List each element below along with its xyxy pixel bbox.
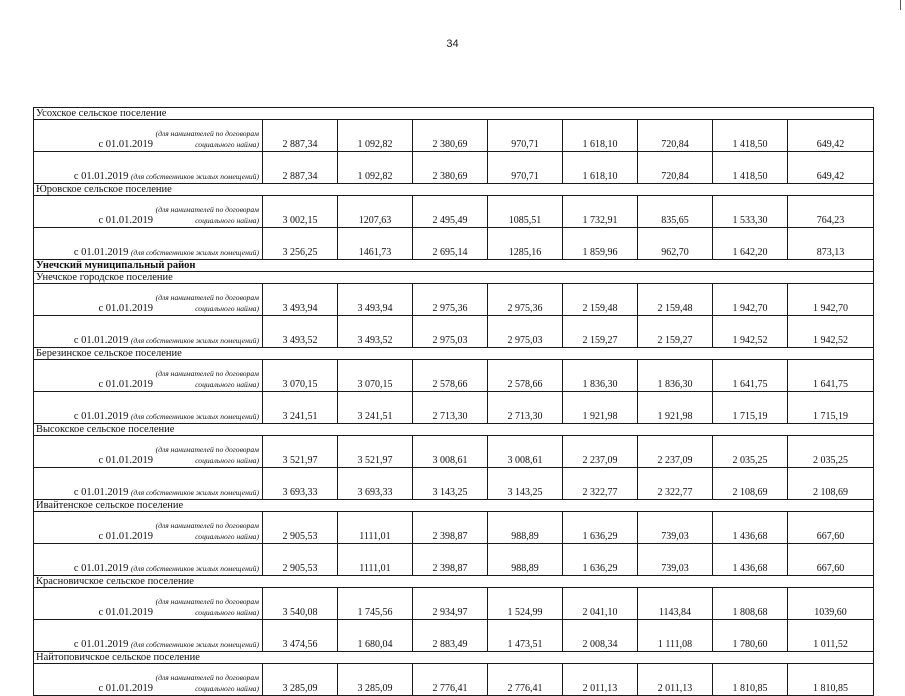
tariff-value-cell: 2 905,53 <box>263 512 338 544</box>
tariff-value-cell: 1111,01 <box>338 512 413 544</box>
row-note: (для собственников жилых помещений) <box>130 172 259 181</box>
tariff-value-cell: 720,84 <box>638 120 713 152</box>
tariff-value-cell: 2 975,36 <box>488 284 563 316</box>
settlement-name: Ивайтенское сельское поселение <box>34 500 874 512</box>
row-label <box>34 512 263 544</box>
tariff-value-cell: 2 578,66 <box>413 360 488 392</box>
tariff-value-cell: 3 285,09 <box>263 664 338 696</box>
settlement-name: Найтоповичское сельское поселение <box>34 652 874 664</box>
tariff-value-cell: 1 111,08 <box>638 620 713 652</box>
tariff-value-cell: 1 942,52 <box>788 316 874 348</box>
tariff-row <box>34 392 874 424</box>
row-date: с 01.01.2019 <box>98 215 154 226</box>
tariff-value-cell: 2 887,34 <box>263 152 338 184</box>
tariff-row <box>34 468 874 500</box>
tariff-value-cell: 3 521,97 <box>263 436 338 468</box>
tariff-value-cell: 1 436,68 <box>713 544 788 576</box>
row-date: с 01.01.2019 <box>73 487 129 498</box>
tariff-value-cell: 3 493,94 <box>338 284 413 316</box>
scan-corner-mark <box>900 0 901 10</box>
tariff-value-cell: 1 810,85 <box>788 664 874 696</box>
tariff-value-cell: 739,03 <box>638 512 713 544</box>
row-label <box>34 436 263 468</box>
tariff-row <box>34 512 874 544</box>
tariff-value-cell: 1 715,19 <box>788 392 874 424</box>
row-note: (для нанимателей по договорам социального найма) <box>155 597 259 617</box>
tariff-value-cell: 1 836,30 <box>563 360 638 392</box>
tariff-value-cell: 3 493,52 <box>338 316 413 348</box>
tariff-row <box>34 360 874 392</box>
tariff-value-cell: 2 237,09 <box>563 436 638 468</box>
tariff-value-cell: 1 921,98 <box>563 392 638 424</box>
tariff-value-cell: 1 921,98 <box>638 392 713 424</box>
tariff-value-cell: 1 533,30 <box>713 196 788 228</box>
tariff-value-cell: 2 159,27 <box>638 316 713 348</box>
tariff-value-cell: 1 780,60 <box>713 620 788 652</box>
tariff-value-cell: 3 256,25 <box>263 228 338 260</box>
settlement-header-row <box>34 272 874 284</box>
tariff-row <box>34 620 874 652</box>
tariff-value-cell: 970,71 <box>488 120 563 152</box>
tariff-value-cell: 2 322,77 <box>563 468 638 500</box>
settlement-header-row <box>34 424 874 436</box>
row-note: (для собственников жилых помещений) <box>130 488 259 497</box>
tariff-value-cell: 667,60 <box>788 512 874 544</box>
tariff-value-cell: 2 578,66 <box>488 360 563 392</box>
tariff-value-cell: 2 975,03 <box>488 316 563 348</box>
row-date: с 01.01.2019 <box>73 335 129 346</box>
tariff-value-cell: 1 636,29 <box>563 512 638 544</box>
row-date: с 01.01.2019 <box>73 171 129 182</box>
tariff-value-cell: 1 745,56 <box>338 588 413 620</box>
row-note: (для собственников жилых помещений) <box>130 640 259 649</box>
row-label <box>34 468 263 500</box>
tariff-value-cell: 2 776,41 <box>488 664 563 696</box>
tariff-value-cell: 2 011,13 <box>563 664 638 696</box>
row-date: с 01.01.2019 <box>98 607 154 618</box>
tariff-value-cell: 3 002,15 <box>263 196 338 228</box>
tariff-value-cell: 1207,63 <box>338 196 413 228</box>
tariff-table <box>33 107 874 696</box>
tariff-value-cell: 2 322,77 <box>638 468 713 500</box>
row-note: (для нанимателей по договорам социального найма) <box>155 369 259 389</box>
tariff-value-cell: 2 975,03 <box>413 316 488 348</box>
row-label <box>34 360 263 392</box>
tariff-row <box>34 316 874 348</box>
tariff-value-cell: 2 159,48 <box>638 284 713 316</box>
row-label <box>34 316 263 348</box>
row-note: (для нанимателей по договорам социального найма) <box>155 445 259 465</box>
tariff-value-cell: 1461,73 <box>338 228 413 260</box>
tariff-value-cell: 873,13 <box>788 228 874 260</box>
tariff-value-cell: 1 836,30 <box>638 360 713 392</box>
tariff-value-cell: 970,71 <box>488 152 563 184</box>
tariff-value-cell: 2 695,14 <box>413 228 488 260</box>
row-date: с 01.01.2019 <box>98 139 154 150</box>
settlement-name: Красновичское сельское поселение <box>34 576 874 588</box>
row-date: с 01.01.2019 <box>98 683 154 694</box>
page-number: 34 <box>446 38 459 50</box>
tariff-value-cell: 1 524,99 <box>488 588 563 620</box>
tariff-value-cell: 1285,16 <box>488 228 563 260</box>
tariff-value-cell: 667,60 <box>788 544 874 576</box>
tariff-value-cell: 1 715,19 <box>713 392 788 424</box>
tariff-value-cell: 1111,01 <box>338 544 413 576</box>
tariff-value-cell: 2 035,25 <box>713 436 788 468</box>
tariff-value-cell: 2 883,49 <box>413 620 488 652</box>
tariff-value-cell: 1 680,04 <box>338 620 413 652</box>
row-date: с 01.01.2019 <box>98 303 154 314</box>
tariff-value-cell: 1 418,50 <box>713 152 788 184</box>
settlement-name: Высокское сельское поселение <box>34 424 874 436</box>
tariff-value-cell: 3 493,52 <box>263 316 338 348</box>
row-label <box>34 664 263 696</box>
row-label <box>34 228 263 260</box>
tariff-value-cell: 2 237,09 <box>638 436 713 468</box>
tariff-row <box>34 588 874 620</box>
tariff-value-cell: 1 732,91 <box>563 196 638 228</box>
tariff-value-cell: 2 108,69 <box>713 468 788 500</box>
settlement-name: Юровское сельское поселение <box>34 184 874 196</box>
tariff-value-cell: 2 776,41 <box>413 664 488 696</box>
tariff-value-cell: 2 035,25 <box>788 436 874 468</box>
tariff-value-cell: 2 008,34 <box>563 620 638 652</box>
tariff-value-cell: 1 942,70 <box>713 284 788 316</box>
tariff-value-cell: 988,89 <box>488 544 563 576</box>
tariff-value-cell: 1 808,68 <box>713 588 788 620</box>
tariff-value-cell: 3 493,94 <box>263 284 338 316</box>
row-date: с 01.01.2019 <box>98 455 154 466</box>
row-label <box>34 152 263 184</box>
tariff-value-cell: 835,65 <box>638 196 713 228</box>
tariff-value-cell: 739,03 <box>638 544 713 576</box>
tariff-value-cell: 1 942,70 <box>788 284 874 316</box>
row-date: с 01.01.2019 <box>73 247 129 258</box>
row-note: (для собственников жилых помещений) <box>130 412 259 421</box>
tariff-value-cell: 3 008,61 <box>488 436 563 468</box>
tariff-value-cell: 1 618,10 <box>563 120 638 152</box>
tariff-table-body <box>34 108 874 696</box>
row-label <box>34 544 263 576</box>
tariff-value-cell: 1143,84 <box>638 588 713 620</box>
tariff-value-cell: 649,42 <box>788 152 874 184</box>
tariff-value-cell: 988,89 <box>488 512 563 544</box>
tariff-value-cell: 3 693,33 <box>263 468 338 500</box>
tariff-value-cell: 1085,51 <box>488 196 563 228</box>
tariff-value-cell: 1 618,10 <box>563 152 638 184</box>
settlement-header-row <box>34 652 874 664</box>
tariff-value-cell: 3 008,61 <box>413 436 488 468</box>
tariff-value-cell: 1 436,68 <box>713 512 788 544</box>
tariff-value-cell: 3 241,51 <box>338 392 413 424</box>
tariff-row <box>34 152 874 184</box>
tariff-value-cell: 1 473,51 <box>488 620 563 652</box>
settlement-name: Березинское сельское поселение <box>34 348 874 360</box>
tariff-value-cell: 3 693,33 <box>338 468 413 500</box>
tariff-value-cell: 2 887,34 <box>263 120 338 152</box>
settlement-header-row <box>34 348 874 360</box>
row-note: (для нанимателей по договорам социального найма) <box>155 673 259 693</box>
tariff-value-cell: 2 975,36 <box>413 284 488 316</box>
tariff-value-cell: 3 143,25 <box>413 468 488 500</box>
tariff-value-cell: 2 934,97 <box>413 588 488 620</box>
row-label <box>34 588 263 620</box>
tariff-value-cell: 3 070,15 <box>338 360 413 392</box>
tariff-value-cell: 1039,60 <box>788 588 874 620</box>
tariff-value-cell: 1 092,82 <box>338 120 413 152</box>
tariff-value-cell: 3 241,51 <box>263 392 338 424</box>
tariff-value-cell: 1 092,82 <box>338 152 413 184</box>
tariff-row <box>34 196 874 228</box>
settlement-name: Унечское городское поселение <box>34 272 874 284</box>
tariff-value-cell: 2 713,30 <box>488 392 563 424</box>
row-label <box>34 392 263 424</box>
settlement-header-row <box>34 500 874 512</box>
row-note: (для собственников жилых помещений) <box>130 336 259 345</box>
tariff-value-cell: 2 108,69 <box>788 468 874 500</box>
tariff-value-cell: 3 070,15 <box>263 360 338 392</box>
row-note: (для нанимателей по договорам социального найма) <box>155 293 259 313</box>
row-label <box>34 196 263 228</box>
settlement-header-row <box>34 576 874 588</box>
settlement-name: Усохское сельское поселение <box>34 108 874 120</box>
tariff-value-cell: 1 641,75 <box>713 360 788 392</box>
tariff-value-cell: 2 398,87 <box>413 544 488 576</box>
tariff-value-cell: 2 011,13 <box>638 664 713 696</box>
tariff-value-cell: 2 398,87 <box>413 512 488 544</box>
row-note: (для собственников жилых помещений) <box>130 564 259 573</box>
row-note: (для собственников жилых помещений) <box>130 248 259 257</box>
tariff-value-cell: 2 380,69 <box>413 120 488 152</box>
tariff-value-cell: 3 474,56 <box>263 620 338 652</box>
tariff-value-cell: 1 641,75 <box>788 360 874 392</box>
row-date: с 01.01.2019 <box>98 531 154 542</box>
row-label <box>34 120 263 152</box>
settlement-header-row <box>34 184 874 196</box>
tariff-value-cell: 2 159,48 <box>563 284 638 316</box>
tariff-value-cell: 2 495,49 <box>413 196 488 228</box>
tariff-value-cell: 1 011,52 <box>788 620 874 652</box>
district-name: Унечский муниципальный район <box>34 260 874 272</box>
tariff-value-cell: 3 285,09 <box>338 664 413 696</box>
tariff-value-cell: 962,70 <box>638 228 713 260</box>
row-date: с 01.01.2019 <box>73 639 129 650</box>
row-label <box>34 284 263 316</box>
settlement-header-row <box>34 108 874 120</box>
tariff-value-cell: 2 713,30 <box>413 392 488 424</box>
tariff-value-cell: 3 540,08 <box>263 588 338 620</box>
tariff-value-cell: 649,42 <box>788 120 874 152</box>
tariff-value-cell: 2 905,53 <box>263 544 338 576</box>
tariff-row <box>34 544 874 576</box>
tariff-value-cell: 2 159,27 <box>563 316 638 348</box>
tariff-value-cell: 3 521,97 <box>338 436 413 468</box>
row-note: (для нанимателей по договорам социального найма) <box>155 205 259 225</box>
tariff-row <box>34 664 874 696</box>
row-note: (для нанимателей по договорам социального найма) <box>155 521 259 541</box>
tariff-value-cell: 1 642,20 <box>713 228 788 260</box>
tariff-value-cell: 1 636,29 <box>563 544 638 576</box>
tariff-value-cell: 2 041,10 <box>563 588 638 620</box>
tariff-value-cell: 3 143,25 <box>488 468 563 500</box>
row-date: с 01.01.2019 <box>98 379 154 390</box>
tariff-row <box>34 284 874 316</box>
district-header-row <box>34 260 874 272</box>
tariff-value-cell: 1 859,96 <box>563 228 638 260</box>
row-note: (для нанимателей по договорам социального найма) <box>155 129 259 149</box>
tariff-row <box>34 228 874 260</box>
row-date: с 01.01.2019 <box>73 411 129 422</box>
tariff-row <box>34 436 874 468</box>
row-label <box>34 620 263 652</box>
row-date: с 01.01.2019 <box>73 563 129 574</box>
tariff-value-cell: 1 810,85 <box>713 664 788 696</box>
tariff-row <box>34 120 874 152</box>
tariff-value-cell: 1 942,52 <box>713 316 788 348</box>
tariff-value-cell: 2 380,69 <box>413 152 488 184</box>
tariff-value-cell: 720,84 <box>638 152 713 184</box>
tariff-value-cell: 764,23 <box>788 196 874 228</box>
tariff-value-cell: 1 418,50 <box>713 120 788 152</box>
